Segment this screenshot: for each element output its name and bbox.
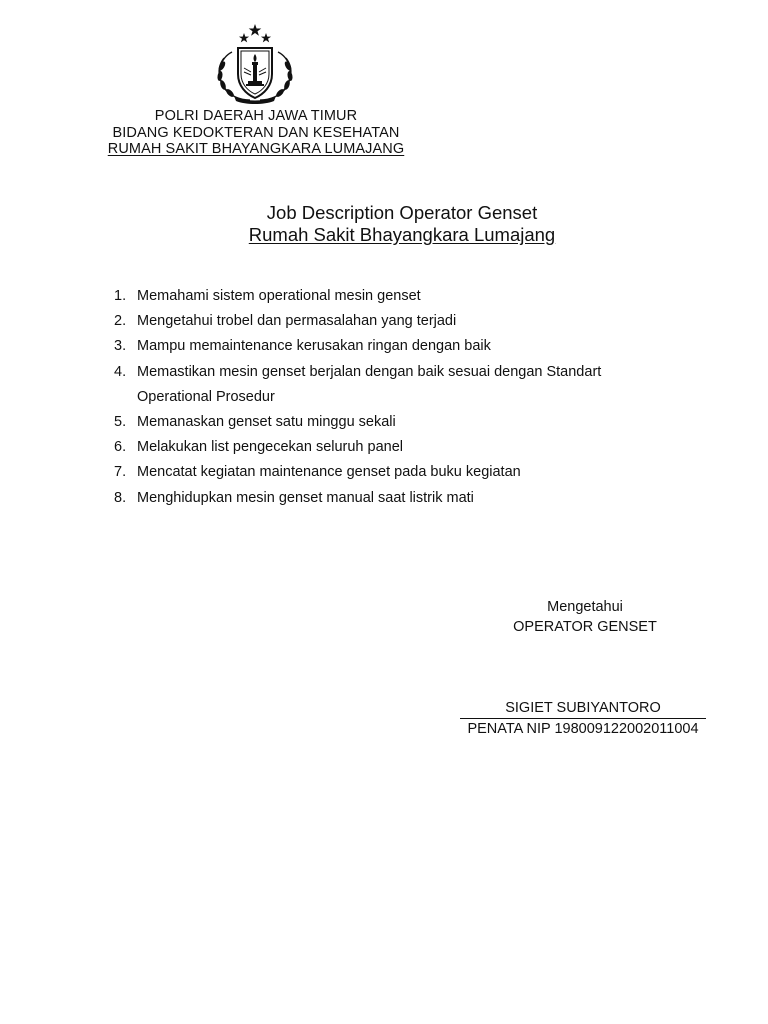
letterhead-line-3: RUMAH SAKIT BHAYANGKARA LUMAJANG [107,141,405,157]
item-number: 5. [114,414,127,431]
item-number: 1. [114,288,127,304]
acknowledged-label: Mengetahui [547,599,623,615]
list-item [108,360,668,410]
list-item [108,486,668,511]
letterhead [80,108,432,158]
signer-role: OPERATOR GENSET [513,619,657,635]
duties-list [108,284,668,511]
letterhead-line-1: POLRI DAERAH JAWA TIMUR [154,108,358,124]
list-item [108,410,668,435]
item-text: Memahami sistem operational mesin genset [137,288,421,304]
item-text: Mengetahui trobel dan permasalahan yang terjadi [137,313,457,330]
item-text: Mencatat kegiatan maintenance genset pada buku kegiatan [137,464,521,481]
list-item [108,334,668,359]
item-text: Memanaskan genset satu minggu sekali [137,414,396,431]
item-text: Menghidupkan mesin genset manual saat listrik mati [137,489,474,506]
item-text: Mampu memaintenance kerusakan ringan dengan baik [137,338,491,355]
title-line-1: Job Description Operator Genset [266,202,538,223]
polri-emblem-icon [210,22,300,104]
list-item [108,435,668,460]
item-number: 3. [114,338,127,355]
signer-rank-nip: PENATA NIP 198009122002011004 [467,721,699,737]
item-number: 2. [114,313,127,330]
item-number: 8. [114,489,127,506]
item-text: Memastikan mesin genset berjalan dengan baik sesuai dengan Standart Operational Prosedur [137,363,602,405]
list-item [108,309,668,334]
signature-block [450,597,720,637]
signer-name: SIGIET SUBIYANTORO [460,698,706,719]
title-line-2: Rumah Sakit Bhayangkara Lumajang [248,224,556,245]
list-item [108,284,668,309]
item-number: 7. [114,464,127,481]
item-number: 6. [114,439,127,456]
letterhead-line-2: BIDANG KEDOKTERAN DAN KESEHATAN [112,124,400,141]
item-number: 4. [114,363,127,380]
document-title [150,202,654,246]
item-text: Melakukan list pengecekan seluruh panel [137,439,404,456]
list-item [108,460,668,485]
